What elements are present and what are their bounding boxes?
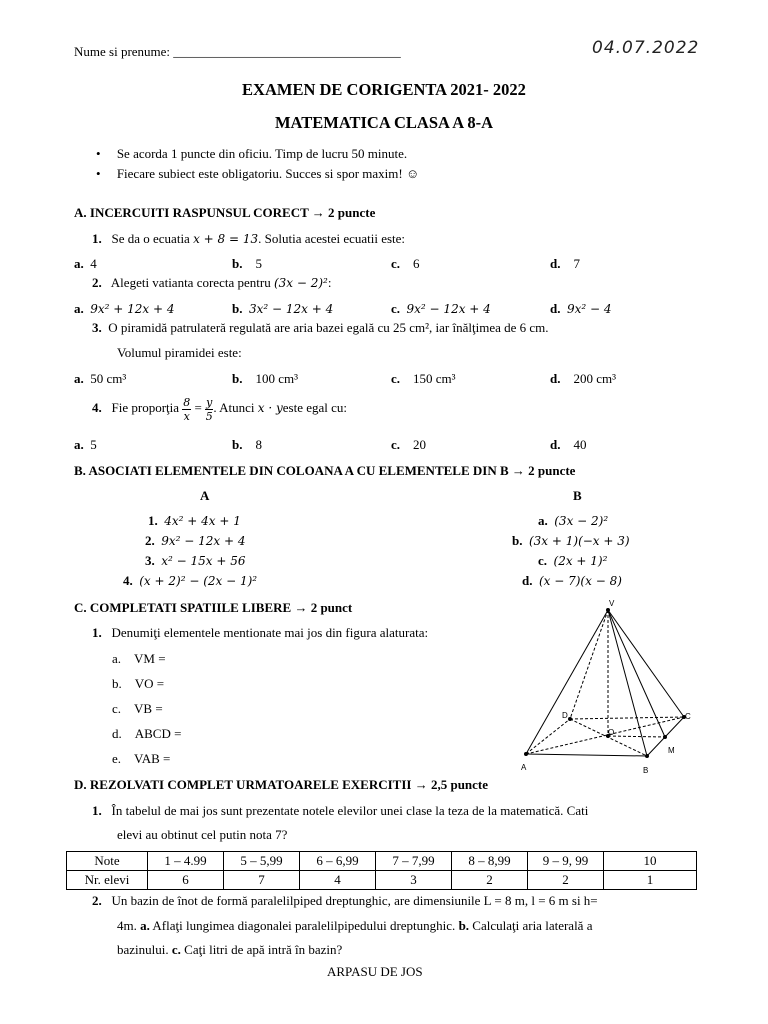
col-b-item-c: c. (2x + 1)² bbox=[538, 553, 608, 568]
exam-subtitle: MATEMATICA CLASA A 8-A bbox=[274, 113, 494, 132]
option-a2-c[interactable]: c. 9x² − 12x + 4 bbox=[391, 301, 491, 316]
label-a: A bbox=[521, 763, 527, 772]
name-blank[interactable]: ___________________________________ bbox=[173, 44, 401, 59]
option-a3-c[interactable]: c. 150 cm³ bbox=[391, 371, 456, 386]
pyramid-figure bbox=[510, 596, 710, 780]
table-cell: 6 – 6,99 bbox=[300, 852, 376, 871]
section-b-heading: B. ASOCIATI ELEMENTELE DIN COLOANA A CU ELEMENTELE DIN B → 2 puncte bbox=[74, 463, 576, 478]
exam-title: EXAMEN DE CORIGENTA 2021- 2022 bbox=[242, 80, 526, 99]
option-a1-c[interactable]: c. 6 bbox=[391, 256, 420, 271]
col-a-item-4: 4. (x + 2)² − (2x − 1)² bbox=[123, 573, 258, 588]
question-a1: 1. Se da o ecuatia x + 8 = 13. Solutia acestei ecuatii este: bbox=[92, 231, 406, 246]
option-a3-b[interactable]: b. 100 cm³ bbox=[232, 371, 299, 386]
table-row bbox=[67, 852, 697, 871]
table-cell: 7 bbox=[224, 871, 300, 890]
table-cell: 10 bbox=[604, 852, 697, 871]
option-a4-a[interactable]: a. 5 bbox=[74, 437, 97, 452]
section-c-heading: C. COMPLETATI SPATIILE LIBERE → 2 punct bbox=[74, 600, 353, 615]
table-cell: 7 – 7,99 bbox=[376, 852, 452, 871]
option-a1-b[interactable]: b. 5 bbox=[232, 256, 262, 271]
name-label: Nume si prenume: ___________________________________ bbox=[74, 44, 401, 59]
fill-item-e[interactable]: e. VAB = bbox=[112, 751, 171, 766]
fill-item-c[interactable]: c. VB = bbox=[112, 701, 163, 716]
table-cell: Nr. elevi bbox=[67, 871, 148, 890]
question-d2-line2: 4m. a. Aflaţi lungimea diagonalei paralelilpipedului dreptunghic. b. Calculaţi aria laterală a bbox=[117, 918, 593, 933]
label-m: M bbox=[668, 746, 675, 755]
table-cell: 5 – 5,99 bbox=[224, 852, 300, 871]
option-a3-d[interactable]: d. 200 cm³ bbox=[550, 371, 617, 386]
table-cell: 4 bbox=[300, 871, 376, 890]
fraction-8-x: $\frac{8}{x}$ bbox=[183, 395, 191, 423]
question-a3-line2: Volumul piramidei este: bbox=[117, 345, 242, 360]
question-a2: 2. Alegeti vatianta corecta pentru (3x − 2)²: bbox=[92, 275, 332, 290]
option-a4-c[interactable]: c. 20 bbox=[391, 437, 427, 452]
table-cell: 2 bbox=[452, 871, 528, 890]
option-a2-b[interactable]: b. 3x² − 12x + 4 bbox=[232, 301, 334, 316]
option-a1-d[interactable]: d. 7 bbox=[550, 256, 580, 271]
table-cell: 1 bbox=[604, 871, 697, 890]
fill-item-a[interactable]: a. VM = bbox=[112, 651, 166, 666]
option-a3-a[interactable]: a. 50 cm³ bbox=[74, 371, 127, 386]
section-a-heading: A. INCERCUITI RASPUNSUL CORECT → 2 puncte bbox=[74, 205, 376, 220]
question-c1: 1. Denumiţi elementele mentionate mai jos din figura alaturata: bbox=[92, 625, 429, 640]
label-o: O bbox=[608, 728, 615, 737]
col-a-item-3: 3. x² − 15x + 56 bbox=[145, 553, 246, 568]
section-d-heading: D. REZOLVATI COMPLET URMATOARELE EXERCITII → 2,5 puncte bbox=[74, 777, 489, 792]
question-a4: 4. Fie proporţia $\frac{8}{x}$ = $\frac{y}{5}$ . Atunci x · yeste egal cu: bbox=[92, 395, 347, 423]
footer-location: ARPASU DE JOS bbox=[327, 964, 423, 979]
table-cell: 3 bbox=[376, 871, 452, 890]
question-d2-line3: bazinului. c. Caţi litri de apă intră în bazin? bbox=[117, 942, 343, 957]
col-b-item-b: b. (3x + 1)(−x + 3) bbox=[512, 533, 630, 548]
table-cell: Note bbox=[67, 852, 148, 871]
fill-item-b[interactable]: b. VO = bbox=[112, 676, 165, 691]
column-a-title: A bbox=[200, 488, 210, 503]
question-d2: 2. Un bazin de înot de formă paralelilpiped dreptunghic, are dimensiunile L = 8 m, l = 6 m si h= bbox=[92, 893, 598, 908]
option-a2-d[interactable]: d. 9x² − 4 bbox=[550, 301, 612, 316]
question-d1: 1. În tabelul de mai jos sunt prezentate notele elevilor unei clase la teza de la matematică. Cati bbox=[92, 803, 589, 818]
table-cell: 9 – 9, 99 bbox=[528, 852, 604, 871]
label-v: V bbox=[609, 599, 615, 608]
label-c: C bbox=[685, 712, 691, 721]
grades-table bbox=[66, 851, 697, 890]
option-a4-b[interactable]: b. 8 bbox=[232, 437, 262, 452]
column-b-title: B bbox=[573, 488, 582, 503]
option-a1-a[interactable]: a. 4 bbox=[74, 256, 97, 271]
table-row bbox=[67, 871, 697, 890]
col-b-item-d: d. (x − 7)(x − 8) bbox=[522, 573, 622, 588]
table-cell: 1 – 4.99 bbox=[148, 852, 224, 871]
col-b-item-a: a. (3x − 2)² bbox=[538, 513, 609, 528]
option-a2-a[interactable]: a. 9x² + 12x + 4 bbox=[74, 301, 175, 316]
label-b: B bbox=[643, 766, 649, 775]
question-a3: 3. O piramidă patrulateră regulată are aria bazei egală cu 25 cm², iar înălţimea de 6 cm. bbox=[92, 320, 549, 335]
question-d1-line2: elevi au obtinut cel putin nota 7? bbox=[117, 827, 288, 842]
col-a-item-2: 2. 9x² − 12x + 4 bbox=[145, 533, 246, 548]
table-cell: 8 – 8,99 bbox=[452, 852, 528, 871]
col-a-item-1: 1. 4x² + 4x + 1 bbox=[148, 513, 241, 528]
fill-item-d[interactable]: d. ABCD = bbox=[112, 726, 182, 741]
label-d: D bbox=[562, 711, 568, 720]
option-a4-d[interactable]: d. 40 bbox=[550, 437, 587, 452]
fraction-y-5: $\frac{y}{5}$ bbox=[205, 395, 213, 423]
handwritten-date: 04.07.2022 bbox=[592, 38, 700, 58]
table-cell: 2 bbox=[528, 871, 604, 890]
table-cell: 6 bbox=[148, 871, 224, 890]
bullet-1: • Se acorda 1 puncte din oficiu. Timp de lucru 50 minute. bbox=[96, 146, 408, 161]
bullet-2: • Fiecare subiect este obligatoriu. Succes si spor maxim! ☺ bbox=[96, 166, 420, 181]
